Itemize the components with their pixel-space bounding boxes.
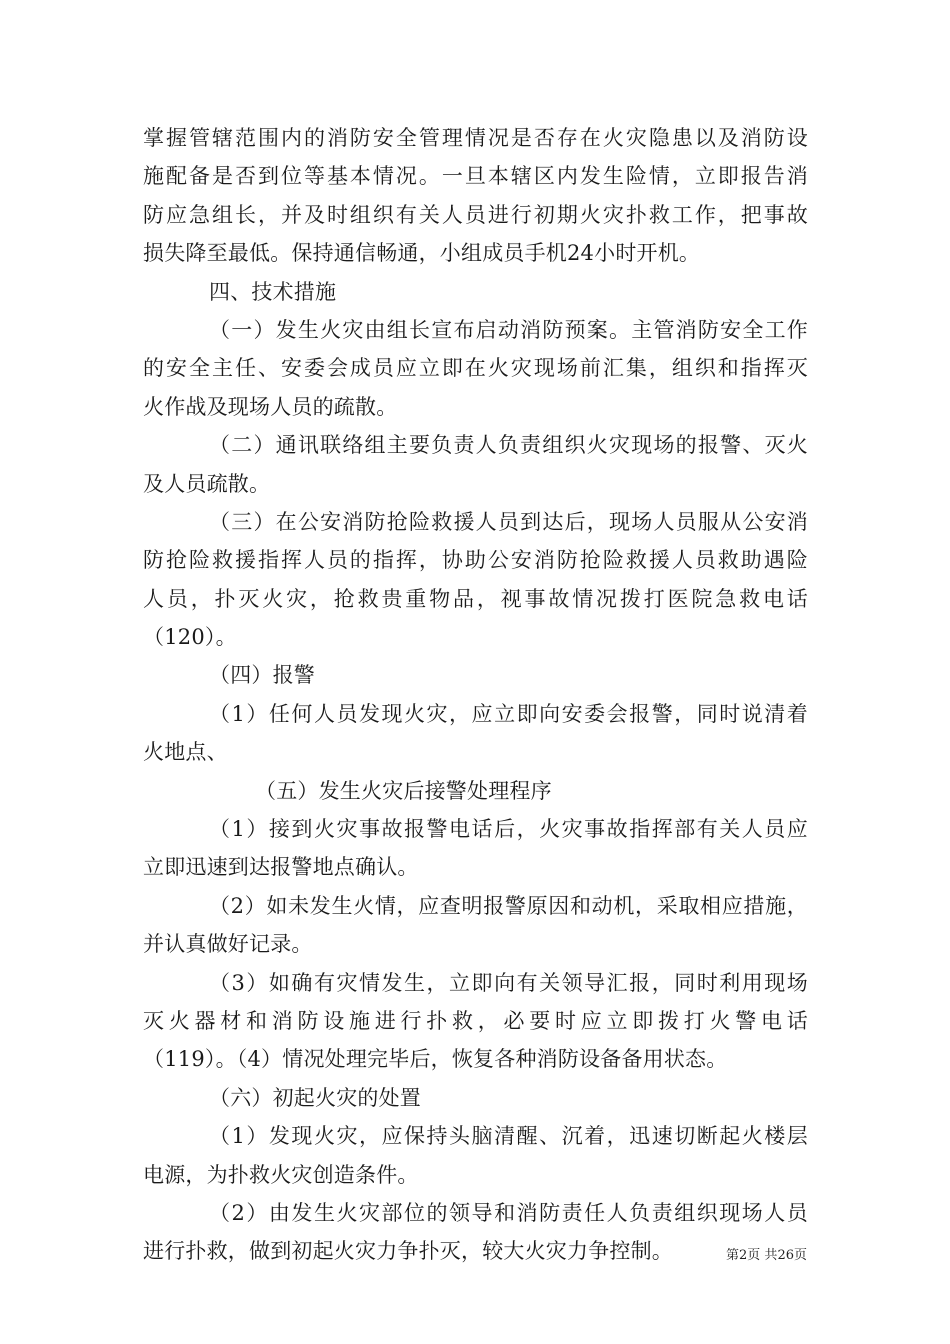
section-heading: （六）初起火灾的处置 <box>209 1085 421 1110</box>
paragraph-line: 立即迅速到达报警地点确认。 <box>143 855 419 880</box>
section-heading: （四）报警 <box>209 663 315 688</box>
paragraph-line: 人员，扑灭火灾，抢救贵重物品，视事故情况拨打医院急救电话 <box>143 586 808 611</box>
page-footer <box>726 1248 807 1264</box>
paragraph-line: （1）发现火灾，应保持头脑清醒、沉着，迅速切断起火楼层 <box>209 1124 808 1149</box>
paragraph-line: （二）通讯联络组主要负责人负责组织火灾现场的报警、灭火 <box>209 433 808 458</box>
section-heading: 四、技术措施 <box>209 279 337 304</box>
footer-prefix: 第 <box>726 1248 740 1263</box>
footer-middle: 页 共 <box>747 1248 778 1263</box>
total-pages: 26 <box>777 1248 794 1263</box>
paragraph-line: 施配备是否到位等基本情况。一旦本辖区内发生险情，立即报告消 <box>143 164 808 189</box>
paragraph-line: （1）接到火灾事故报警电话后，火灾事故指挥部有关人员应 <box>209 817 808 842</box>
paragraph-line: （2）由发生火灾部位的领导和消防责任人负责组织现场人员 <box>209 1200 808 1225</box>
paragraph-line: （三）在公安消防抢险救援人员到达后，现场人员服从公安消 <box>209 509 808 534</box>
paragraph-line: 及人员疏散。 <box>143 471 271 496</box>
page-number: 2 <box>739 1248 748 1263</box>
paragraph-line: 的安全主任、安委会成员应立即在火灾现场前汇集，组织和指挥灭 <box>143 356 808 381</box>
paragraph-line: （一）发生火灾由组长宣布启动消防预案。主管消防安全工作 <box>209 317 808 342</box>
paragraph-line: 火地点、 <box>143 740 228 765</box>
paragraph-line: 掌握管辖范围内的消防安全管理情况是否存在火灾隐患以及消防设 <box>143 126 808 150</box>
paragraph-line: （119）。（4）情况处理完毕后，恢复各种消防设备备用状态。 <box>143 1047 728 1072</box>
section-heading: （五）发生火灾后接警处理程序 <box>255 778 552 803</box>
paragraph-line: 电源，为扑救火灾创造条件。 <box>143 1162 419 1187</box>
paragraph-line: 并认真做好记录。 <box>143 932 313 957</box>
paragraph-line: 进行扑救，做到初起火灾力争扑灭，较大火灾力争控制。 <box>143 1239 673 1264</box>
body-text <box>143 119 808 1271</box>
paragraph-line: （2）如未发生火情，应查明报警原因和动机，采取相应措施， <box>209 893 808 918</box>
paragraph-line: （3）如确有灾情发生，立即向有关领导汇报，同时利用现场 <box>209 970 808 995</box>
paragraph-line: 灭火器材和消防设施进行扑救，必要时应立即拨打火警电话 <box>143 1008 808 1033</box>
paragraph-line: 损失降至最低。保持通信畅通，小组成员手机24小时开机。 <box>143 241 701 266</box>
paragraph-line: 防抢险救援指挥人员的指挥，协助公安消防抢险救援人员救助遇险 <box>143 548 808 573</box>
footer-suffix: 页 <box>793 1248 807 1263</box>
paragraph-line: （120）。 <box>143 625 237 650</box>
paragraph-line: 火作战及现场人员的疏散。 <box>143 394 398 419</box>
paragraph-line: （1）任何人员发现火灾，应立即向安委会报警，同时说清着 <box>209 701 808 726</box>
paragraph-line: 防应急组长，并及时组织有关人员进行初期火灾扑救工作，把事故 <box>143 202 808 227</box>
